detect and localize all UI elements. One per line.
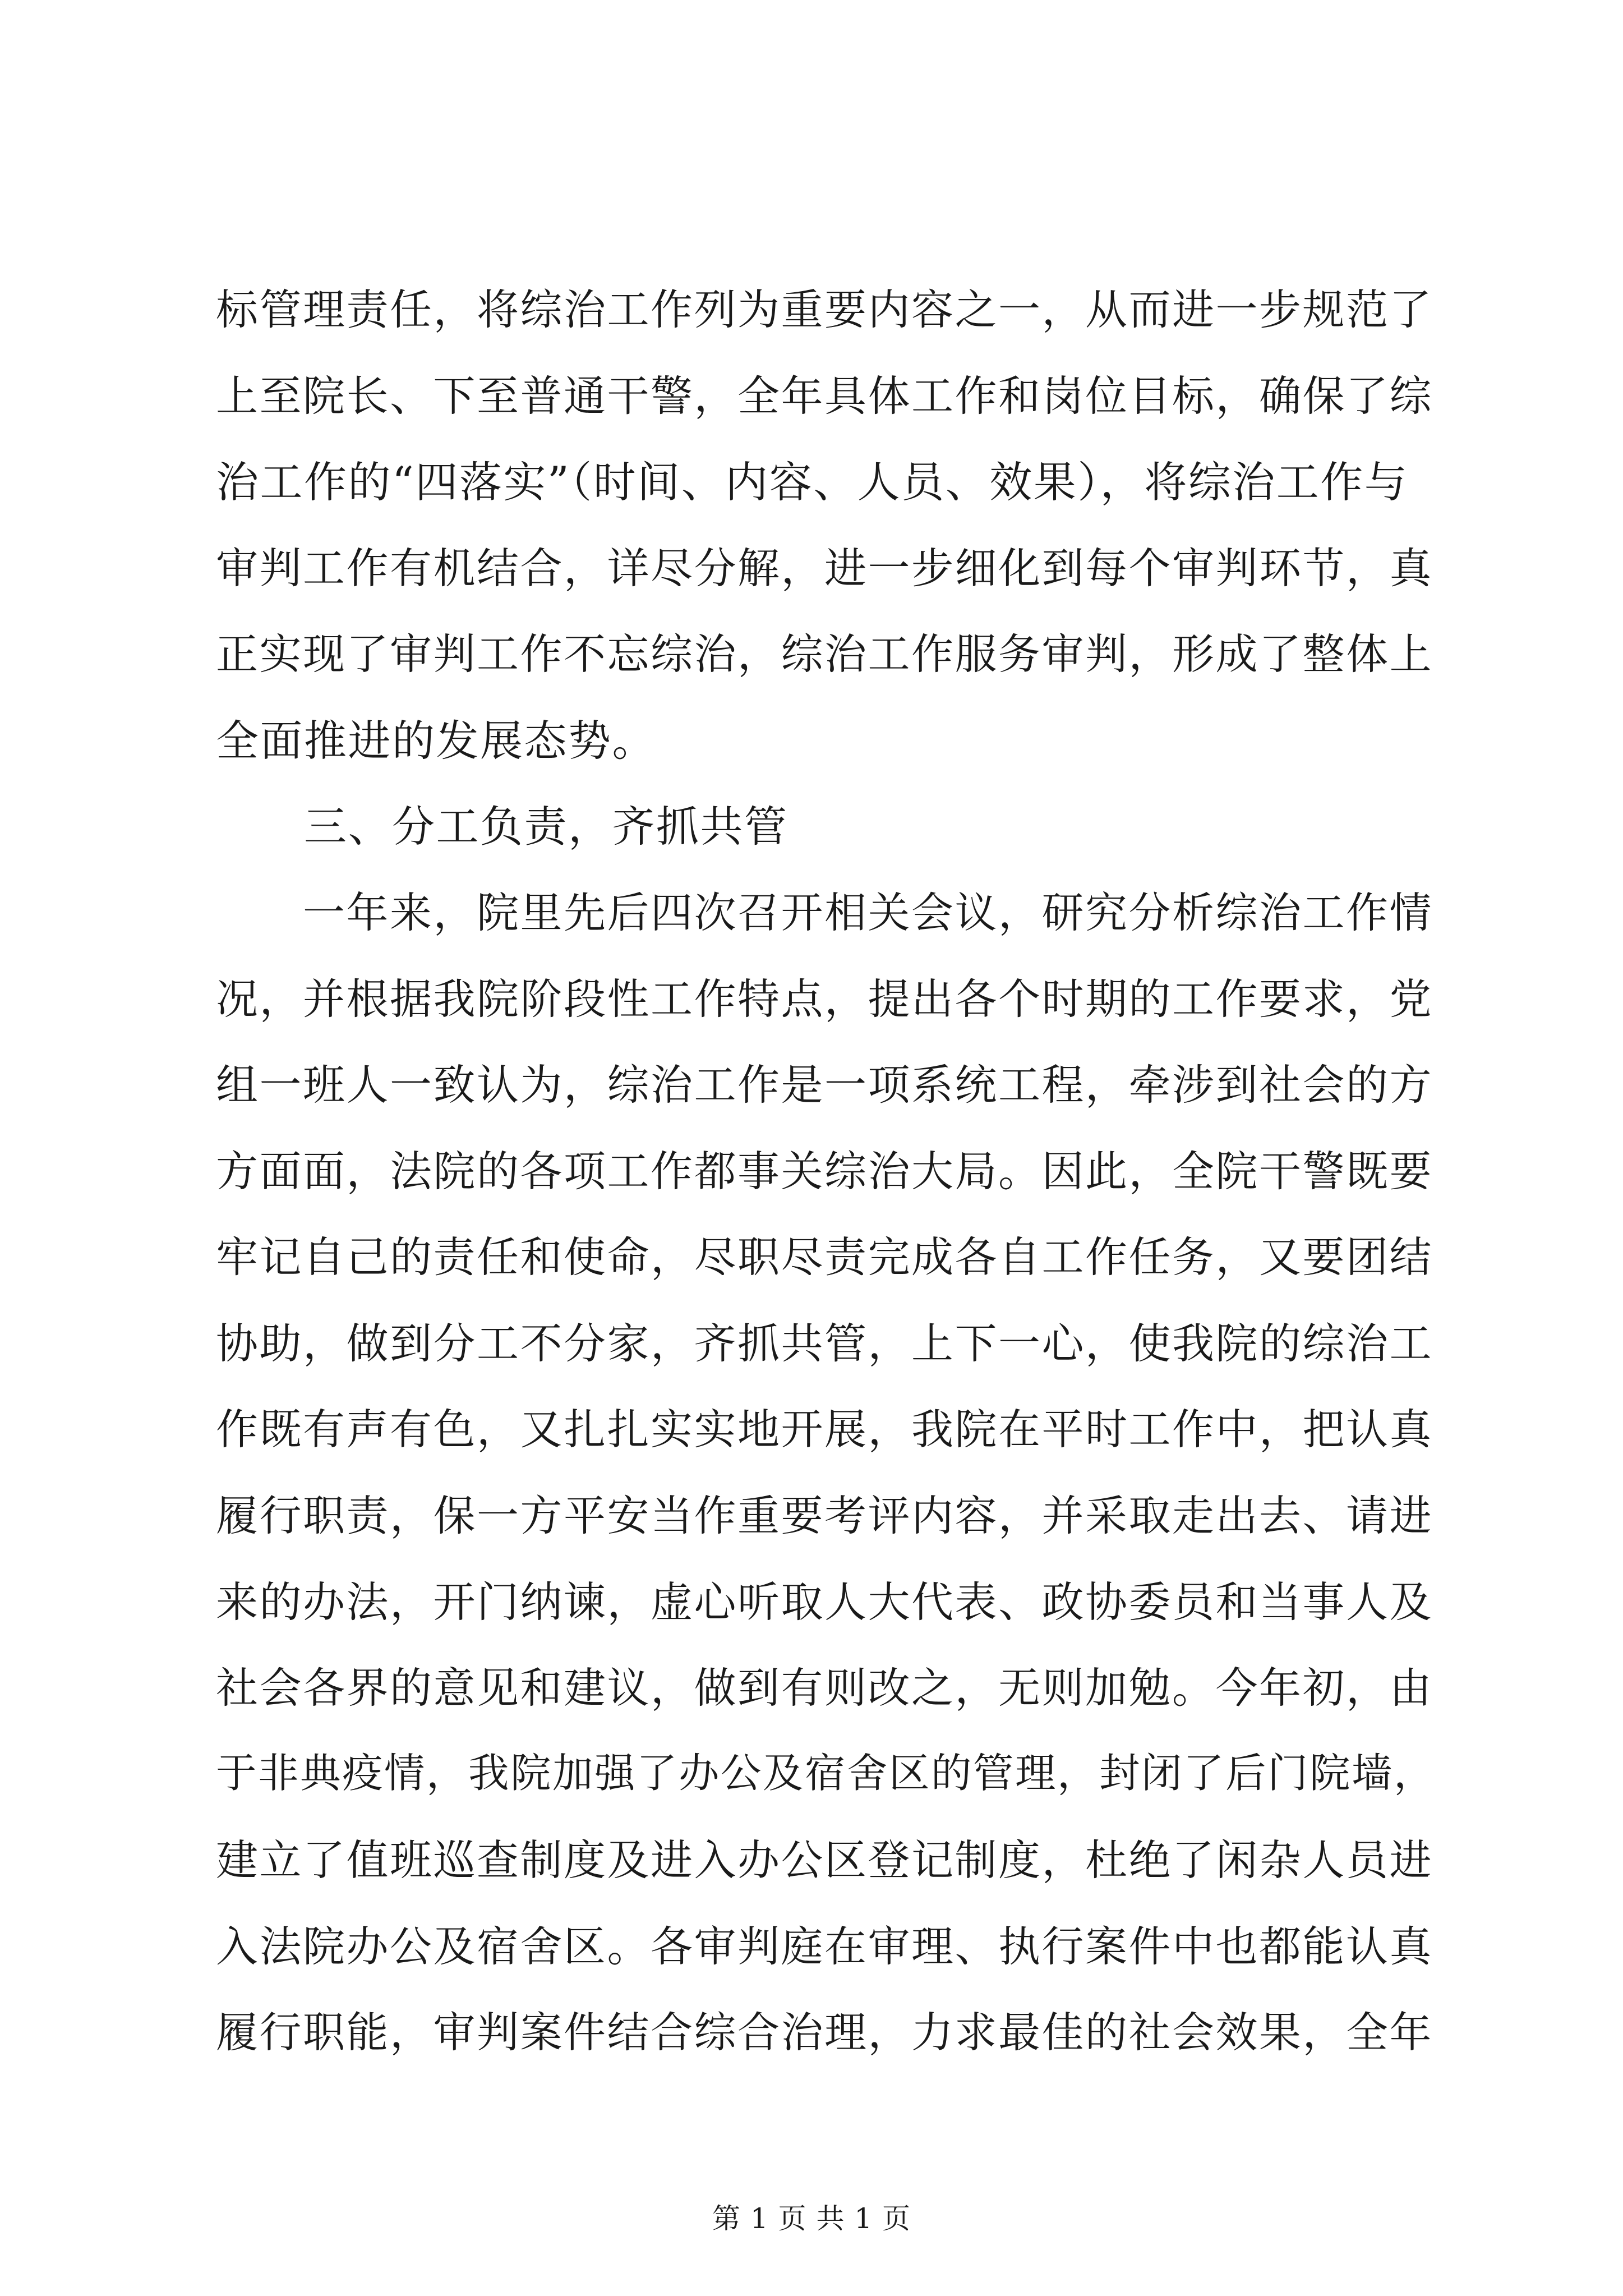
body-text-line: 履行职能，审判案件结合综合治理，力求最佳的社会效果，全年	[216, 2008, 1433, 2058]
body-text-line: 建立了值班巡查制度及进入办公区登记制度，杜绝了闲杂人员进	[216, 1835, 1433, 1885]
body-text-line: 况，并根据我院阶段性工作特点，提出各个时期的工作要求，党	[216, 974, 1433, 1024]
body-text-line: 社会各界的意见和建议，做到有则改之，无则加勉。今年初，由	[216, 1663, 1433, 1713]
body-text-line: 协助，做到分工不分家，齐抓共管，上下一心，使我院的综治工	[216, 1318, 1433, 1368]
body-text-line: 全面推进的发展态势。	[216, 715, 656, 766]
body-text-line: 牢记自己的责任和使命，尽职尽责完成各自工作任务，又要团结	[216, 1232, 1433, 1282]
section-heading: 三、分工负责，齐抓共管	[216, 802, 789, 852]
body-text-line: 组一班人一致认为，综治工作是一项系统工程，牵涉到社会的方	[216, 1060, 1433, 1110]
body-text-line: 来的办法，开门纳谏，虚心听取人大代表、政协委员和当事人及	[216, 1577, 1433, 1627]
page-number-footer: 第 1 页 共 1 页	[712, 2202, 911, 2235]
body-text-line: 履行职责，保一方平安当作重要考评内容，并采取走出去、请进	[216, 1491, 1433, 1540]
body-text-line: 一年来，院里先后四次召开相关会议，研究分析综治工作情	[216, 888, 1433, 937]
body-text-line: 治工作的“四落实”（时间、内容、人员、效果），将综治工作与	[216, 457, 1409, 508]
body-text-line: 作既有声有色，又扎扎实实地开展，我院在平时工作中，把认真	[216, 1405, 1433, 1455]
body-text-line: 上至院长、下至普通干警，全年具体工作和岗位目标，确保了综	[216, 371, 1433, 421]
body-text-line: 于非典疫情，我院加强了办公及宿舍区的管理，封闭了后门院墙，	[216, 1750, 1436, 1797]
body-text-line: 正实现了审判工作不忘综治，综治工作服务审判，形成了整体上	[216, 629, 1433, 679]
body-text-line: 方面面，法院的各项工作都事关综治大局。因此，全院干警既要	[216, 1146, 1433, 1196]
body-text-line: 标管理责任，将综治工作列为重要内容之一，从而进一步规范了	[216, 285, 1433, 334]
body-text-line: 入法院办公及宿舍区。各审判庭在审理、执行案件中也都能认真	[216, 1921, 1433, 1971]
body-text-line: 审判工作有机结合，详尽分解，进一步细化到每个审判环节，真	[216, 543, 1433, 593]
